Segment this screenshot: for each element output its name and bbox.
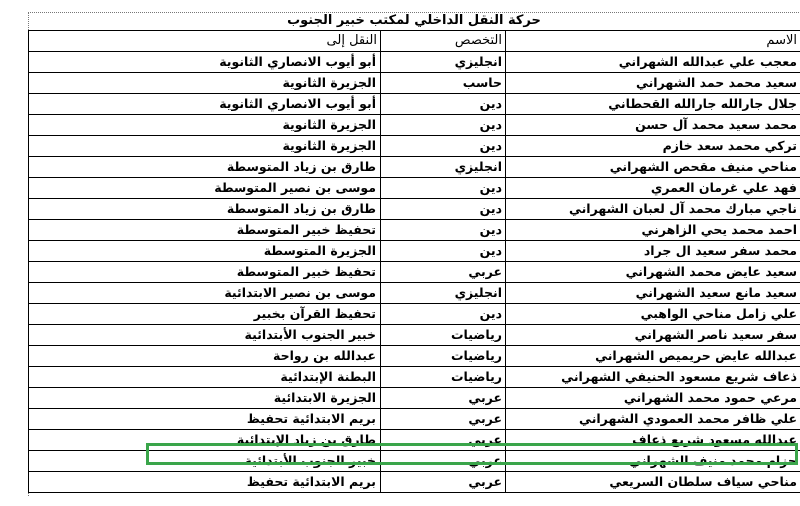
table-row (29, 262, 800, 283)
table-row (29, 199, 800, 220)
name-cell[interactable]: مناحي سياف سلطان السريعي (506, 472, 800, 493)
specialty-cell[interactable]: رياضيات (381, 346, 506, 367)
name-cell[interactable]: سعيد مانع سعيد الشهراني (506, 283, 800, 304)
destination-cell[interactable]: تحفيظ خبير المتوسطة (29, 262, 381, 283)
table-row (29, 367, 800, 388)
specialty-cell[interactable]: عربي (381, 388, 506, 409)
destination-cell[interactable]: البطنة الإبتدائية (29, 367, 381, 388)
table-row (29, 388, 800, 409)
transfer-table (28, 30, 800, 493)
table-row (29, 283, 800, 304)
specialty-cell[interactable]: انجليزي (381, 283, 506, 304)
table-row (29, 94, 800, 115)
destination-cell[interactable]: الجزيرة الابتدائية (29, 388, 381, 409)
destination-cell[interactable]: موسى بن نصير المتوسطة (29, 178, 381, 199)
header-name[interactable]: الاسم (506, 31, 800, 52)
name-cell[interactable]: مرعي حمود محمد الشهراني (506, 388, 800, 409)
specialty-cell[interactable]: حاسب (381, 73, 506, 94)
specialty-cell[interactable]: انجليزي (381, 157, 506, 178)
name-cell[interactable]: تركي محمد سعد خازم (506, 136, 800, 157)
destination-cell[interactable]: الجزيرة الثانوية (29, 115, 381, 136)
destination-cell[interactable]: طارق بن زياد الإبتدائية (29, 430, 381, 451)
specialty-cell[interactable]: دين (381, 199, 506, 220)
name-cell[interactable]: ناجي مبارك محمد آل لعبان الشهراني (506, 199, 800, 220)
specialty-cell[interactable]: دين (381, 178, 506, 199)
specialty-cell[interactable]: عربي (381, 409, 506, 430)
header-row (29, 31, 800, 52)
specialty-cell[interactable]: دين (381, 94, 506, 115)
table-row (29, 157, 800, 178)
name-cell[interactable]: جلال جارالله جارالله القحطاني (506, 94, 800, 115)
name-cell[interactable]: فهد علي غرمان العمري (506, 178, 800, 199)
specialty-cell[interactable]: عربي (381, 472, 506, 493)
table-row (29, 52, 800, 73)
table-row (29, 346, 800, 367)
specialty-cell[interactable]: دين (381, 241, 506, 262)
name-cell[interactable]: سفر سعيد ناصر الشهراني (506, 325, 800, 346)
specialty-cell[interactable]: رياضيات (381, 367, 506, 388)
table-row (29, 451, 800, 472)
specialty-cell[interactable]: انجليزي (381, 52, 506, 73)
specialty-cell[interactable]: عربي (381, 262, 506, 283)
table-row (29, 304, 800, 325)
destination-cell[interactable]: طارق بن زياد المتوسطة (29, 199, 381, 220)
header-specialty[interactable]: التخصص (381, 31, 506, 52)
name-cell[interactable]: عبدالله مسعود شريع ذعاف (506, 430, 800, 451)
table-row (29, 73, 800, 94)
table-row (29, 409, 800, 430)
name-cell[interactable]: مناحي منيف مقحص الشهراني (506, 157, 800, 178)
specialty-cell[interactable]: عربي (381, 451, 506, 472)
destination-cell[interactable]: موسى بن نصير الابتدائية (29, 283, 381, 304)
specialty-cell[interactable]: رياضيات (381, 325, 506, 346)
table-row (29, 241, 800, 262)
destination-cell[interactable]: أبو أيوب الانصاري الثانوية (29, 52, 381, 73)
destination-cell[interactable]: تحفيظ خبير المتوسطة (29, 220, 381, 241)
name-cell[interactable]: محمد سفر سعيد ال جراد (506, 241, 800, 262)
destination-cell[interactable]: خبير الجنوب الأبتدائية (29, 325, 381, 346)
sheet-title: حركة النقل الداخلي لمكتب خبير الجنوب (287, 13, 541, 28)
table-row (29, 220, 800, 241)
header-destination[interactable]: النقل إلى (29, 31, 381, 52)
table-row (29, 325, 800, 346)
destination-cell[interactable]: عبدالله بن رواحة (29, 346, 381, 367)
name-cell[interactable]: علي ظافر محمد العمودي الشهراني (506, 409, 800, 430)
specialty-cell[interactable]: دين (381, 136, 506, 157)
name-cell[interactable]: عبدالله عايض حريميص الشهراني (506, 346, 800, 367)
destination-cell[interactable]: طارق بن زياد المتوسطة (29, 157, 381, 178)
destination-cell[interactable]: أبو أيوب الانصاري الثانوية (29, 94, 381, 115)
destination-cell[interactable]: بريم الابتدائية تحفيظ (29, 472, 381, 493)
destination-cell[interactable]: بريم الابتدائية تحفيظ (29, 409, 381, 430)
destination-cell[interactable]: خبير الجنوب الأبتدائية (29, 451, 381, 472)
name-cell[interactable]: سعيد عايض محمد الشهراني (506, 262, 800, 283)
name-cell[interactable]: حزام محمد منيف الشهراني (506, 451, 800, 472)
table-row (29, 472, 800, 493)
name-cell[interactable]: محمد سعيد محمد آل حسن (506, 115, 800, 136)
specialty-cell[interactable]: عربي (381, 430, 506, 451)
destination-cell[interactable]: الجزيرة المتوسطة (29, 241, 381, 262)
destination-cell[interactable]: الجزيرة الثانوية (29, 136, 381, 157)
table-row (29, 178, 800, 199)
table-row (29, 115, 800, 136)
table-row (29, 430, 800, 451)
specialty-cell[interactable]: دين (381, 304, 506, 325)
name-cell[interactable]: علي زامل مناحي الواهبي (506, 304, 800, 325)
name-cell[interactable]: ذعاف شريع مسعود الحنيفي الشهراني (506, 367, 800, 388)
name-cell[interactable]: احمد محمد يحي الزاهرني (506, 220, 800, 241)
destination-cell[interactable]: تحفيظ القرآن بخبير (29, 304, 381, 325)
name-cell[interactable]: سعيد محمد حمد الشهراني (506, 73, 800, 94)
destination-cell[interactable]: الجزيرة الثانوية (29, 73, 381, 94)
name-cell[interactable]: معجب علي عبدالله الشهراني (506, 52, 800, 73)
table-row (29, 136, 800, 157)
specialty-cell[interactable]: دين (381, 220, 506, 241)
specialty-cell[interactable]: دين (381, 115, 506, 136)
